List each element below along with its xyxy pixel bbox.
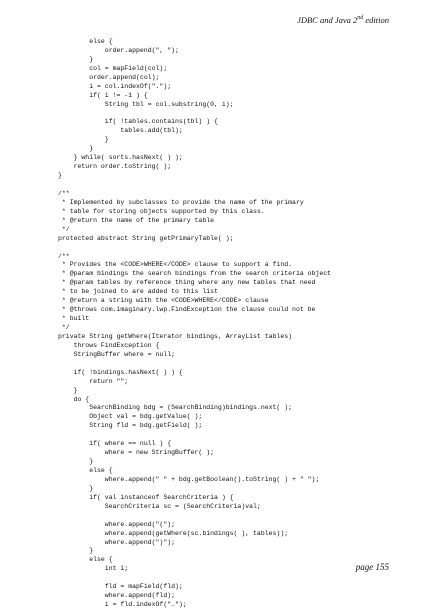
code-line: /** (58, 252, 70, 260)
code-line: } (58, 484, 94, 492)
code-line: private String getWhere(Iterator bindings, ArrayList tables) (58, 332, 293, 340)
code-line: } (58, 386, 78, 394)
code-line: * to be joined to are added to this list (58, 288, 218, 296)
code-line: SearchCriteria sc = (SearchCriteria)val; (58, 502, 261, 510)
code-line: else { (58, 38, 113, 45)
code-line: fld = mapField(fld); (58, 583, 183, 591)
running-header (297, 15, 389, 25)
code-line: } (58, 172, 62, 180)
code-line: order.append(", "); (58, 46, 179, 54)
code-line: * @return the name of the primary table (58, 216, 215, 224)
code-line (58, 574, 331, 583)
page-number: page 155 (355, 562, 389, 572)
code-line: if( where == null ) { (58, 440, 172, 448)
code-line (58, 181, 331, 190)
header-title: JDBC and Java 2 (297, 15, 358, 25)
header-title-suffix: edition (363, 15, 389, 25)
code-line: * @param tables by reference thing where any new tables that need (58, 279, 316, 287)
code-line: * Implemented by subclasses to provide the name of the primary (58, 198, 304, 206)
code-line: } (58, 547, 94, 555)
code-line: * @param bindings the search bindings from the search criteria object (58, 270, 332, 278)
code-line: * built (58, 315, 90, 323)
code-line: where = new StringBuffer( ); (58, 449, 215, 457)
code-line: if( !tables.contains(tbl) ) { (58, 118, 218, 126)
code-line (58, 244, 331, 253)
code-listing (58, 38, 331, 610)
code-line: * @return a string with the <CODE>WHERE</CODE> clause (58, 297, 269, 305)
code-line: if( i != -1 ) { (58, 91, 148, 99)
code-line: /** (58, 189, 70, 197)
code-line: return order.toString( ); (58, 163, 172, 171)
code-line (58, 512, 331, 521)
code-line: */ (58, 225, 70, 233)
code-line: */ (58, 324, 70, 331)
code-line: else { (58, 556, 113, 564)
code-line: * Provides the <CODE>WHERE</CODE> clause to support a find. (58, 261, 293, 269)
code-line: } while( sorts.hasNext( ) ); (58, 154, 183, 162)
code-line: SearchBinding bdg = (SearchBinding)bindings.next( ); (58, 404, 293, 412)
code-line: where.append(" " + bdg.getBoolean().toString( ) + " "); (58, 475, 320, 483)
code-line: String tbl = col.substring(0, i); (58, 100, 234, 108)
code-line: tables.add(tbl); (58, 127, 183, 135)
code-line: throws FindException { (58, 341, 160, 349)
code-line: i = fld.indexOf("."); (58, 601, 187, 609)
code-line: } (58, 136, 109, 144)
code-line (58, 431, 331, 440)
code-line: where.append(fld); (58, 592, 176, 600)
code-line: where.append("("); (58, 520, 176, 528)
code-line: } (58, 458, 94, 466)
code-line: return ""; (58, 377, 129, 385)
code-line: order.append(col); (58, 73, 160, 81)
code-line: if( val instanceof SearchCriteria ) { (58, 493, 234, 501)
header-title-superscript: nd (357, 15, 364, 22)
code-line: if( !bindings.hasNext( ) ) { (58, 368, 183, 376)
code-line: col = mapField(col); (58, 64, 168, 72)
code-line (58, 110, 331, 119)
code-line: protected abstract String getPrimaryTable( ); (58, 234, 234, 242)
code-line: else { (58, 467, 113, 474)
code-line: Object val = bdg.getValue( ); (58, 413, 203, 421)
code-line: int i; (58, 565, 129, 573)
code-line: where.append(getWhere(sc.bindings( ), tables)); (58, 529, 289, 537)
code-line: String fld = bdg.getField( ); (58, 422, 203, 430)
code-line: i = col.indexOf("."); (58, 82, 172, 90)
code-line: * table for storing objects supported by this class. (58, 207, 265, 215)
code-line: StringBuffer where = null; (58, 350, 176, 358)
code-line: * @throws com.imaginary.lwp.FindException the clause could not be (58, 306, 316, 314)
code-line (58, 360, 331, 369)
code-line: where.append(")"); (58, 538, 176, 546)
code-line: do { (58, 395, 90, 403)
code-line: } (58, 145, 94, 153)
code-line: } (58, 55, 94, 63)
